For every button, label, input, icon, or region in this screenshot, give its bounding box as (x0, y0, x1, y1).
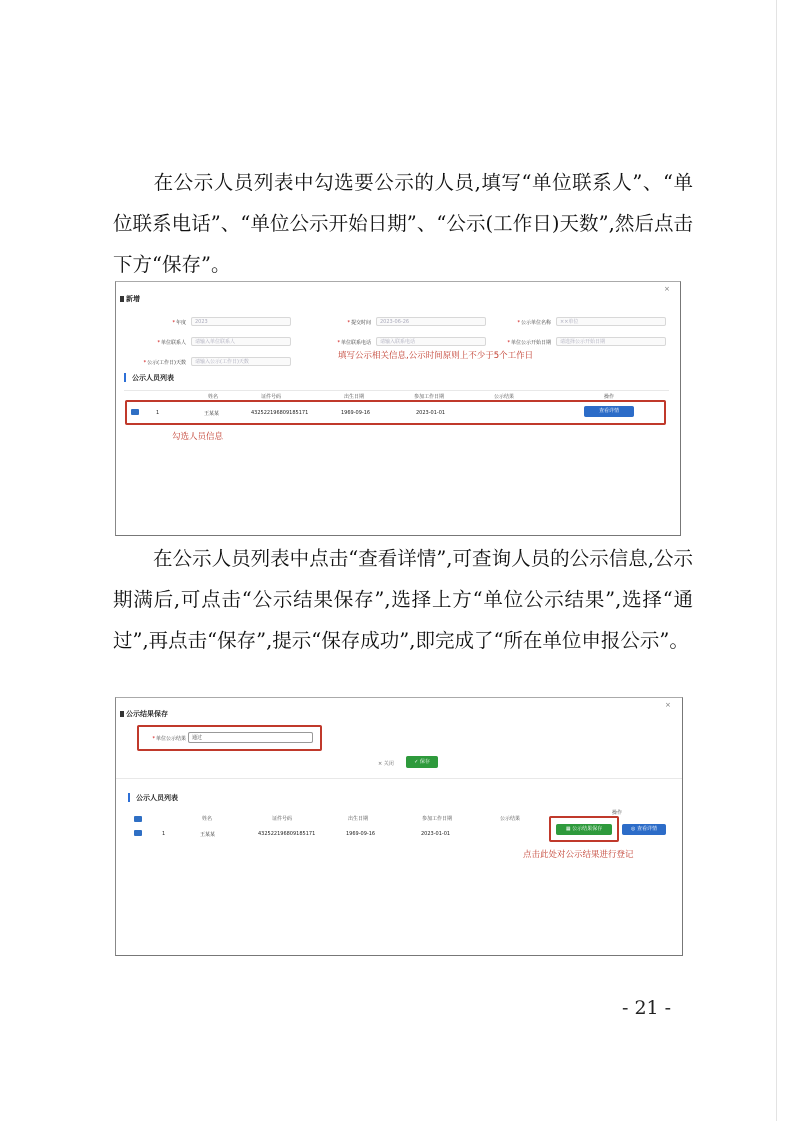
section-title: 公示人员列表 (136, 794, 178, 802)
column-header-result: 公示结果 (500, 816, 521, 822)
close-icon[interactable]: × (665, 701, 671, 709)
dialog-title: 新增 (120, 294, 140, 304)
row-work: 2023-01-01 (421, 831, 451, 837)
start-date-input[interactable]: 请选择公示开始日期 (556, 337, 666, 346)
row-index: 1 (162, 831, 166, 837)
column-header-action: 操作 (604, 394, 615, 400)
instruction-paragraph-2: 在公示人员列表中点击“查看详情”,可查询人员的公示信息,公示期满后,可点击“公示结果保存”,选择上方“单位公示结果”,选择“通过”,再点击“保存”,提示“保存成功”,即完成了“所在单位申报公示”。 (113, 547, 693, 652)
column-header-birth: 出生日期 (344, 394, 365, 400)
field-label-submit-time: *提交时间 (347, 320, 371, 326)
header-checkbox[interactable] (134, 816, 142, 822)
column-header-name: 姓名 (208, 394, 219, 400)
row-birth: 1969-09-16 (341, 410, 371, 416)
fill-info-annotation: 填写公示相关信息,公示时间原则上不少于5个工作日 (338, 351, 534, 361)
year-input[interactable]: 2023 (191, 317, 291, 326)
instruction-paragraph-1: 在公示人员列表中勾选要公示的人员,填写“单位联系人”、“单位联系电话”、“单位公示开始日期”、“公示(工作日)天数”,然后点击下方“保存”。 (113, 171, 693, 276)
phone-input[interactable]: 请输入联系电话 (376, 337, 486, 346)
column-header-id: 证件号码 (272, 816, 293, 822)
field-label-result: *单位公示结果 (152, 736, 186, 742)
section-title: 公示人员列表 (132, 374, 174, 382)
column-header-work: 参加工作日期 (422, 816, 453, 822)
screenshot-result-dialog (115, 697, 683, 956)
section-divider (116, 778, 682, 779)
dialog-title: 公示结果保存 (120, 709, 168, 719)
row-name: 王某某 (200, 832, 216, 838)
row-work: 2023-01-01 (416, 410, 446, 416)
column-header-work: 参加工作日期 (414, 394, 445, 400)
save-button[interactable]: ✓ 保存 (406, 756, 438, 768)
result-select[interactable]: 通过 (188, 732, 313, 743)
row-id: 432522196809185171 (258, 831, 316, 837)
contact-input[interactable]: 请输入单位联系人 (191, 337, 291, 346)
row-name: 王某某 (204, 411, 220, 417)
field-label-unit-name: *公示单位名称 (517, 320, 551, 326)
screenshot-add-dialog (115, 281, 681, 536)
select-person-annotation: 勾选人员信息 (172, 432, 224, 442)
row-birth: 1969-09-16 (346, 831, 376, 837)
section-marker (124, 373, 126, 382)
field-label-phone: *单位联系电话 (337, 340, 371, 346)
view-detail-button[interactable]: 查看详情 (584, 406, 634, 417)
submit-time-input[interactable]: 2023-06-26 (376, 317, 486, 326)
result-save-button[interactable]: ▦ 公示结果保存 (556, 824, 612, 835)
register-result-annotation: 点击此处对公示结果进行登记 (523, 850, 634, 860)
close-icon[interactable]: × (664, 285, 670, 293)
section-marker (128, 793, 130, 802)
row-checkbox[interactable] (134, 830, 142, 836)
column-header-name: 姓名 (202, 816, 213, 822)
close-button[interactable]: × 关闭 (378, 761, 394, 767)
row-index: 1 (156, 410, 160, 416)
page-edge-line (776, 0, 777, 1121)
page-number: - 21 - (622, 997, 672, 1019)
view-detail-button[interactable]: ◎ 查看详情 (622, 824, 666, 835)
field-label-year: *年度 (172, 320, 186, 326)
column-header-birth: 出生日期 (348, 816, 369, 822)
row-checkbox[interactable] (131, 409, 139, 415)
unit-name-input[interactable]: ××单位 (556, 317, 666, 326)
column-header-result: 公示结果 (494, 394, 515, 400)
field-label-start-date: *单位公示开始日期 (507, 340, 551, 346)
table-divider (124, 390, 669, 391)
row-id: 432522196809185171 (251, 410, 309, 416)
column-header-action: 操作 (612, 810, 623, 816)
field-label-contact: *单位联系人 (157, 340, 186, 346)
field-label-days: *公示(工作日)天数 (143, 360, 186, 366)
days-input[interactable]: 请输入公示(工作日)天数 (191, 357, 291, 366)
column-header-id: 证件号码 (261, 394, 282, 400)
